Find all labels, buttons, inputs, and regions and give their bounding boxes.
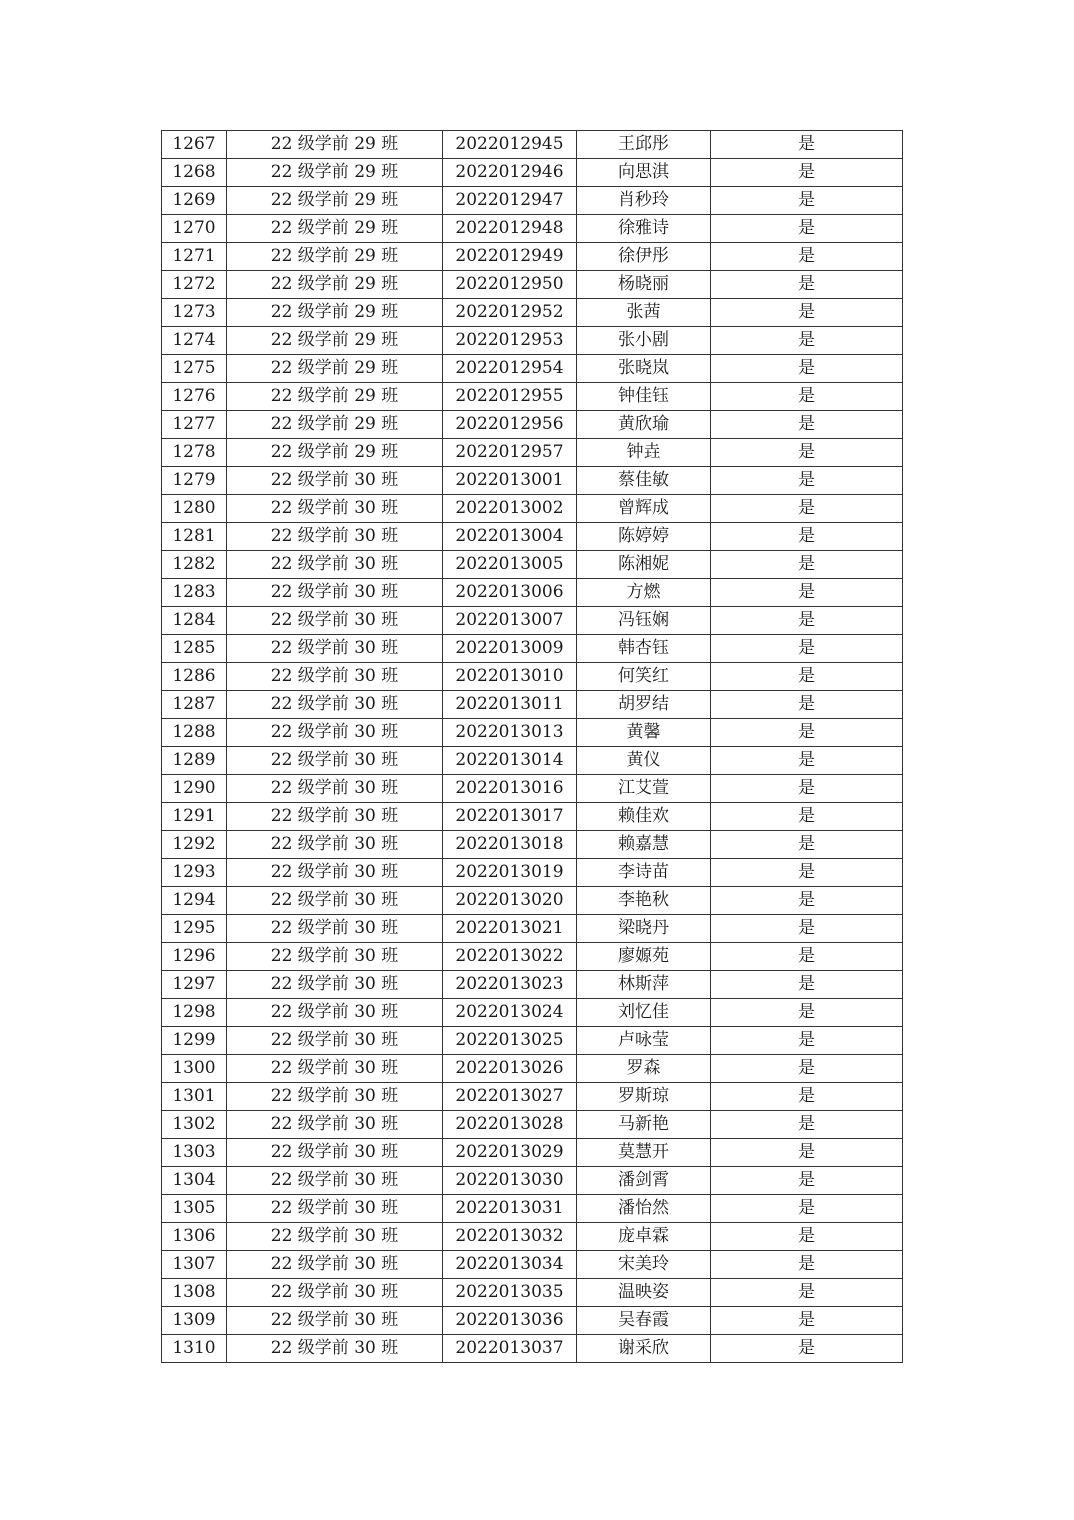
class-name-cell: 22 级学前 30 班 [227, 579, 443, 607]
row-number-cell: 1300 [162, 1055, 227, 1083]
row-number-cell: 1273 [162, 299, 227, 327]
student-table-body [162, 131, 903, 1363]
table-row [162, 1111, 903, 1139]
row-number-cell: 1280 [162, 495, 227, 523]
status-flag-cell: 是 [711, 1195, 903, 1223]
table-row [162, 187, 903, 215]
student-name-cell: 黄馨 [577, 719, 711, 747]
table-row [162, 775, 903, 803]
student-name-cell: 何笑红 [577, 663, 711, 691]
status-flag-cell: 是 [711, 1139, 903, 1167]
row-number-cell: 1296 [162, 943, 227, 971]
student-id-cell: 2022013017 [443, 803, 577, 831]
row-number-cell: 1290 [162, 775, 227, 803]
table-row [162, 635, 903, 663]
row-number-cell: 1305 [162, 1195, 227, 1223]
class-name-cell: 22 级学前 30 班 [227, 1251, 443, 1279]
student-name-cell: 钟垚 [577, 439, 711, 467]
row-number-cell: 1309 [162, 1307, 227, 1335]
class-name-cell: 22 级学前 30 班 [227, 915, 443, 943]
status-flag-cell: 是 [711, 495, 903, 523]
status-flag-cell: 是 [711, 271, 903, 299]
student-name-cell: 徐雅诗 [577, 215, 711, 243]
class-name-cell: 22 级学前 30 班 [227, 775, 443, 803]
student-id-cell: 2022013002 [443, 495, 577, 523]
status-flag-cell: 是 [711, 579, 903, 607]
class-name-cell: 22 级学前 30 班 [227, 831, 443, 859]
row-number-cell: 1308 [162, 1279, 227, 1307]
class-name-cell: 22 级学前 30 班 [227, 1279, 443, 1307]
student-name-cell: 廖嫄苑 [577, 943, 711, 971]
status-flag-cell: 是 [711, 691, 903, 719]
status-flag-cell: 是 [711, 999, 903, 1027]
student-id-cell: 2022013013 [443, 719, 577, 747]
status-flag-cell: 是 [711, 411, 903, 439]
table-row [162, 467, 903, 495]
row-number-cell: 1310 [162, 1335, 227, 1363]
row-number-cell: 1281 [162, 523, 227, 551]
student-name-cell: 吴春霞 [577, 1307, 711, 1335]
student-name-cell: 谢采欣 [577, 1335, 711, 1363]
row-number-cell: 1282 [162, 551, 227, 579]
row-number-cell: 1276 [162, 383, 227, 411]
class-name-cell: 22 级学前 29 班 [227, 383, 443, 411]
status-flag-cell: 是 [711, 187, 903, 215]
status-flag-cell: 是 [711, 131, 903, 159]
status-flag-cell: 是 [711, 607, 903, 635]
table-row [162, 159, 903, 187]
student-name-cell: 张小剧 [577, 327, 711, 355]
table-row [162, 803, 903, 831]
student-name-cell: 黄欣瑜 [577, 411, 711, 439]
table-row [162, 1055, 903, 1083]
table-row [162, 831, 903, 859]
class-name-cell: 22 级学前 30 班 [227, 1335, 443, 1363]
class-name-cell: 22 级学前 30 班 [227, 635, 443, 663]
row-number-cell: 1279 [162, 467, 227, 495]
class-name-cell: 22 级学前 29 班 [227, 299, 443, 327]
status-flag-cell: 是 [711, 971, 903, 999]
table-row [162, 859, 903, 887]
student-name-cell: 赖嘉慧 [577, 831, 711, 859]
status-flag-cell: 是 [711, 355, 903, 383]
row-number-cell: 1268 [162, 159, 227, 187]
row-number-cell: 1288 [162, 719, 227, 747]
class-name-cell: 22 级学前 30 班 [227, 887, 443, 915]
student-name-cell: 张茜 [577, 299, 711, 327]
status-flag-cell: 是 [711, 719, 903, 747]
row-number-cell: 1298 [162, 999, 227, 1027]
class-name-cell: 22 级学前 30 班 [227, 1111, 443, 1139]
status-flag-cell: 是 [711, 523, 903, 551]
status-flag-cell: 是 [711, 887, 903, 915]
table-row [162, 943, 903, 971]
row-number-cell: 1294 [162, 887, 227, 915]
student-name-cell: 黄仪 [577, 747, 711, 775]
table-row [162, 495, 903, 523]
student-name-cell: 徐伊彤 [577, 243, 711, 271]
table-row [162, 215, 903, 243]
class-name-cell: 22 级学前 30 班 [227, 971, 443, 999]
student-id-cell: 2022013018 [443, 831, 577, 859]
class-name-cell: 22 级学前 29 班 [227, 159, 443, 187]
table-row [162, 411, 903, 439]
student-name-cell: 韩杏钰 [577, 635, 711, 663]
student-name-cell: 曾辉成 [577, 495, 711, 523]
table-row [162, 243, 903, 271]
student-id-cell: 2022012949 [443, 243, 577, 271]
status-flag-cell: 是 [711, 215, 903, 243]
student-id-cell: 2022012952 [443, 299, 577, 327]
row-number-cell: 1269 [162, 187, 227, 215]
student-name-cell: 张晓岚 [577, 355, 711, 383]
row-number-cell: 1284 [162, 607, 227, 635]
student-name-cell: 陈婷婷 [577, 523, 711, 551]
class-name-cell: 22 级学前 30 班 [227, 1139, 443, 1167]
student-id-cell: 2022013010 [443, 663, 577, 691]
row-number-cell: 1275 [162, 355, 227, 383]
class-name-cell: 22 级学前 30 班 [227, 803, 443, 831]
class-name-cell: 22 级学前 30 班 [227, 523, 443, 551]
student-id-cell: 2022013011 [443, 691, 577, 719]
class-name-cell: 22 级学前 30 班 [227, 719, 443, 747]
class-name-cell: 22 级学前 30 班 [227, 999, 443, 1027]
row-number-cell: 1295 [162, 915, 227, 943]
status-flag-cell: 是 [711, 1111, 903, 1139]
class-name-cell: 22 级学前 29 班 [227, 355, 443, 383]
status-flag-cell: 是 [711, 1027, 903, 1055]
status-flag-cell: 是 [711, 943, 903, 971]
student-id-cell: 2022012945 [443, 131, 577, 159]
status-flag-cell: 是 [711, 467, 903, 495]
row-number-cell: 1293 [162, 859, 227, 887]
student-id-cell: 2022013009 [443, 635, 577, 663]
status-flag-cell: 是 [711, 635, 903, 663]
student-name-cell: 李艳秋 [577, 887, 711, 915]
table-row [162, 887, 903, 915]
student-id-cell: 2022013016 [443, 775, 577, 803]
student-name-cell: 潘怡然 [577, 1195, 711, 1223]
status-flag-cell: 是 [711, 299, 903, 327]
row-number-cell: 1303 [162, 1139, 227, 1167]
student-id-cell: 2022013028 [443, 1111, 577, 1139]
row-number-cell: 1302 [162, 1111, 227, 1139]
row-number-cell: 1278 [162, 439, 227, 467]
student-id-cell: 2022013029 [443, 1139, 577, 1167]
table-row [162, 579, 903, 607]
class-name-cell: 22 级学前 30 班 [227, 747, 443, 775]
class-name-cell: 22 级学前 30 班 [227, 663, 443, 691]
class-name-cell: 22 级学前 29 班 [227, 411, 443, 439]
student-id-cell: 2022013027 [443, 1083, 577, 1111]
table-row [162, 1279, 903, 1307]
row-number-cell: 1274 [162, 327, 227, 355]
row-number-cell: 1283 [162, 579, 227, 607]
status-flag-cell: 是 [711, 327, 903, 355]
status-flag-cell: 是 [711, 1223, 903, 1251]
student-id-cell: 2022012946 [443, 159, 577, 187]
student-name-cell: 向思淇 [577, 159, 711, 187]
status-flag-cell: 是 [711, 1167, 903, 1195]
table-row [162, 439, 903, 467]
class-name-cell: 22 级学前 29 班 [227, 131, 443, 159]
class-name-cell: 22 级学前 30 班 [227, 495, 443, 523]
status-flag-cell: 是 [711, 663, 903, 691]
student-name-cell: 宋美玲 [577, 1251, 711, 1279]
student-id-cell: 2022012947 [443, 187, 577, 215]
table-row [162, 1223, 903, 1251]
student-name-cell: 江艾萱 [577, 775, 711, 803]
status-flag-cell: 是 [711, 383, 903, 411]
table-row [162, 1083, 903, 1111]
row-number-cell: 1289 [162, 747, 227, 775]
student-id-cell: 2022013023 [443, 971, 577, 999]
row-number-cell: 1271 [162, 243, 227, 271]
row-number-cell: 1307 [162, 1251, 227, 1279]
table-row [162, 1335, 903, 1363]
student-id-cell: 2022012948 [443, 215, 577, 243]
student-id-cell: 2022013022 [443, 943, 577, 971]
student-id-cell: 2022013014 [443, 747, 577, 775]
table-row [162, 607, 903, 635]
student-id-cell: 2022012957 [443, 439, 577, 467]
table-row [162, 1195, 903, 1223]
table-row [162, 915, 903, 943]
student-id-cell: 2022013007 [443, 607, 577, 635]
student-id-cell: 2022013030 [443, 1167, 577, 1195]
student-name-cell: 潘剑霄 [577, 1167, 711, 1195]
class-name-cell: 22 级学前 30 班 [227, 1027, 443, 1055]
table-row [162, 355, 903, 383]
student-id-cell: 2022013021 [443, 915, 577, 943]
student-name-cell: 钟佳钰 [577, 383, 711, 411]
table-row [162, 1167, 903, 1195]
status-flag-cell: 是 [711, 1251, 903, 1279]
row-number-cell: 1299 [162, 1027, 227, 1055]
row-number-cell: 1286 [162, 663, 227, 691]
student-id-cell: 2022013034 [443, 1251, 577, 1279]
table-row [162, 1251, 903, 1279]
class-name-cell: 22 级学前 30 班 [227, 859, 443, 887]
row-number-cell: 1304 [162, 1167, 227, 1195]
student-id-cell: 2022012953 [443, 327, 577, 355]
table-row [162, 999, 903, 1027]
status-flag-cell: 是 [711, 803, 903, 831]
student-id-cell: 2022013019 [443, 859, 577, 887]
table-row [162, 663, 903, 691]
class-name-cell: 22 级学前 30 班 [227, 1223, 443, 1251]
student-name-cell: 陈湘妮 [577, 551, 711, 579]
student-name-cell: 蔡佳敏 [577, 467, 711, 495]
class-name-cell: 22 级学前 30 班 [227, 691, 443, 719]
row-number-cell: 1277 [162, 411, 227, 439]
status-flag-cell: 是 [711, 831, 903, 859]
status-flag-cell: 是 [711, 1279, 903, 1307]
student-name-cell: 李诗苗 [577, 859, 711, 887]
student-id-cell: 2022013036 [443, 1307, 577, 1335]
status-flag-cell: 是 [711, 747, 903, 775]
row-number-cell: 1267 [162, 131, 227, 159]
table-row [162, 1139, 903, 1167]
student-id-cell: 2022013037 [443, 1335, 577, 1363]
status-flag-cell: 是 [711, 859, 903, 887]
student-name-cell: 肖秒玲 [577, 187, 711, 215]
student-name-cell: 温映姿 [577, 1279, 711, 1307]
class-name-cell: 22 级学前 29 班 [227, 439, 443, 467]
table-row [162, 383, 903, 411]
row-number-cell: 1291 [162, 803, 227, 831]
class-name-cell: 22 级学前 29 班 [227, 327, 443, 355]
row-number-cell: 1301 [162, 1083, 227, 1111]
student-table [161, 130, 903, 1363]
table-row [162, 1307, 903, 1335]
student-name-cell: 赖佳欢 [577, 803, 711, 831]
student-id-cell: 2022013024 [443, 999, 577, 1027]
table-row [162, 271, 903, 299]
student-name-cell: 刘忆佳 [577, 999, 711, 1027]
status-flag-cell: 是 [711, 551, 903, 579]
class-name-cell: 22 级学前 29 班 [227, 187, 443, 215]
status-flag-cell: 是 [711, 1083, 903, 1111]
student-id-cell: 2022012950 [443, 271, 577, 299]
student-name-cell: 罗斯琼 [577, 1083, 711, 1111]
class-name-cell: 22 级学前 30 班 [227, 607, 443, 635]
row-number-cell: 1297 [162, 971, 227, 999]
table-row [162, 299, 903, 327]
student-id-cell: 2022012956 [443, 411, 577, 439]
student-name-cell: 梁晓丹 [577, 915, 711, 943]
class-name-cell: 22 级学前 30 班 [227, 467, 443, 495]
student-id-cell: 2022012955 [443, 383, 577, 411]
student-name-cell: 王邱彤 [577, 131, 711, 159]
row-number-cell: 1306 [162, 1223, 227, 1251]
student-id-cell: 2022013001 [443, 467, 577, 495]
student-id-cell: 2022013020 [443, 887, 577, 915]
table-row [162, 971, 903, 999]
row-number-cell: 1287 [162, 691, 227, 719]
class-name-cell: 22 级学前 29 班 [227, 243, 443, 271]
table-row [162, 131, 903, 159]
student-id-cell: 2022013026 [443, 1055, 577, 1083]
student-id-cell: 2022013025 [443, 1027, 577, 1055]
table-row [162, 1027, 903, 1055]
class-name-cell: 22 级学前 30 班 [227, 1055, 443, 1083]
table-row [162, 523, 903, 551]
student-id-cell: 2022013035 [443, 1279, 577, 1307]
student-name-cell: 罗森 [577, 1055, 711, 1083]
student-name-cell: 胡罗结 [577, 691, 711, 719]
class-name-cell: 22 级学前 30 班 [227, 1083, 443, 1111]
status-flag-cell: 是 [711, 159, 903, 187]
class-name-cell: 22 级学前 30 班 [227, 1195, 443, 1223]
student-name-cell: 方燃 [577, 579, 711, 607]
student-id-cell: 2022013006 [443, 579, 577, 607]
student-name-cell: 杨晓丽 [577, 271, 711, 299]
table-row [162, 327, 903, 355]
class-name-cell: 22 级学前 29 班 [227, 215, 443, 243]
student-name-cell: 林斯萍 [577, 971, 711, 999]
student-id-cell: 2022012954 [443, 355, 577, 383]
student-name-cell: 莫慧开 [577, 1139, 711, 1167]
row-number-cell: 1270 [162, 215, 227, 243]
status-flag-cell: 是 [711, 1055, 903, 1083]
table-row [162, 551, 903, 579]
status-flag-cell: 是 [711, 915, 903, 943]
student-name-cell: 卢咏莹 [577, 1027, 711, 1055]
class-name-cell: 22 级学前 29 班 [227, 271, 443, 299]
class-name-cell: 22 级学前 30 班 [227, 1167, 443, 1195]
student-id-cell: 2022013004 [443, 523, 577, 551]
table-row [162, 691, 903, 719]
class-name-cell: 22 级学前 30 班 [227, 551, 443, 579]
status-flag-cell: 是 [711, 1335, 903, 1363]
student-name-cell: 冯钰娴 [577, 607, 711, 635]
class-name-cell: 22 级学前 30 班 [227, 1307, 443, 1335]
status-flag-cell: 是 [711, 775, 903, 803]
class-name-cell: 22 级学前 30 班 [227, 943, 443, 971]
row-number-cell: 1292 [162, 831, 227, 859]
row-number-cell: 1272 [162, 271, 227, 299]
student-name-cell: 马新艳 [577, 1111, 711, 1139]
student-name-cell: 庞卓霖 [577, 1223, 711, 1251]
student-id-cell: 2022013031 [443, 1195, 577, 1223]
row-number-cell: 1285 [162, 635, 227, 663]
status-flag-cell: 是 [711, 1307, 903, 1335]
table-row [162, 747, 903, 775]
status-flag-cell: 是 [711, 243, 903, 271]
status-flag-cell: 是 [711, 439, 903, 467]
student-id-cell: 2022013005 [443, 551, 577, 579]
table-row [162, 719, 903, 747]
student-id-cell: 2022013032 [443, 1223, 577, 1251]
